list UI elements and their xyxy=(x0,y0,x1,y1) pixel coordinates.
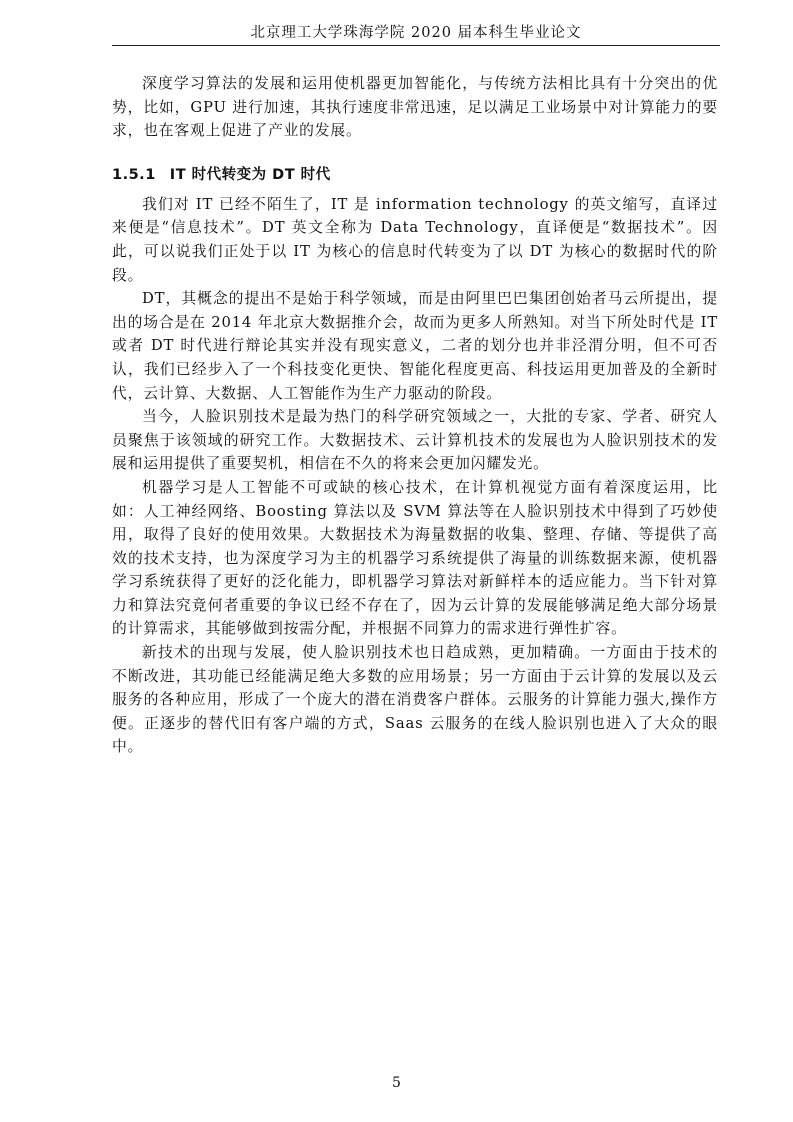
intro-paragraph: 深度学习算法的发展和运用使机器更加智能化，与传统方法相比具有十分突出的优势，比如，GPU 进行加速，其执行速度非常迅速，足以满足工业场景中对计算能力的要求，也在客观上促进了产业的发展。 xyxy=(112,75,718,140)
body-paragraph: 机器学习是人工智能不可或缺的核心技术，在计算机视觉方面有着深度运用，比如：人工神经网络、Boosting 算法以及 SVM 算法等在人脸识别技术中得到了巧妙使用，取得了良好的使用效果。大数据技术为海量数据的收集、整理、存储、等提供了高效的技术支持，也为深度学习为主的机器学习系统提供了海量的训练数据来源，使机器学习系统获得了更好的泛化能力，即机器学习算法对新鲜样本的适应能力。当下针对算力和算法究竟何者重要的争议已经不存在了，因为云计算的发展能够满足绝大部分场景的计算需求，其能够做到按需分配，并根据不同算力的需求进行弹性扩容。 xyxy=(112,478,718,638)
section-title: IT 时代转变为 DT 时代 xyxy=(169,166,331,183)
body-paragraph: 我们对 IT 已经不陌生了，IT 是 information technology 的英文缩写，直译过来便是“信息技术”。DT 英文全称为 Data Technology，直译便是“数据技术”。因此，可以说我们正处于以 IT 为核心的信息时代转变为了以 DT 为核心的数据时代的阶段。 xyxy=(112,195,718,284)
body-paragraph: DT，其概念的提出不是始于科学领域，而是由阿里巴巴集团创始者马云所提出，提出的场合是在 2014 年北京大数据推介会，故而为更多人所熟知。对当下所处时代是 IT 或者 DT 时代进行辩论其实并没有现实意义，二者的划分也并非泾渭分明，但不可否认，我们已经步入了一个科技变化更快、智能化程度更高、科技运用更加普及的全新时代，云计算、大数据、人工智能作为生产力驱动的阶段。 xyxy=(112,290,718,402)
body-paragraph: 新技术的出现与发展，使人脸识别技术也日趋成熟，更加精确。一方面由于技术的不断改进，其功能已经能满足绝大多数的应用场景；另一方面由于云计算的发展以及云服务的各种应用，形成了一个庞大的潜在消费客户群体。云服务的计算能力强大,操作方便。正逐步的替代旧有客户端的方式，Saas 云服务的在线人脸识别也进入了大众的眼中。 xyxy=(112,644,718,756)
header-divider xyxy=(112,45,720,46)
page-number: 5 xyxy=(392,1075,401,1091)
section-heading xyxy=(112,165,718,185)
section-number: 1.5.1 xyxy=(112,166,156,183)
page-header-title: 北京理工大学珠海学院 2020 届本科生毕业论文 xyxy=(250,25,582,41)
page-body xyxy=(112,72,718,759)
body-paragraph: 当今，人脸识别技术是最为热门的科学研究领域之一，大批的专家、学者、研究人员聚焦于该领域的研究工作。大数据技术、云计算机技术的发展也为人脸识别技术的发展和运用提供了重要契机，相信在不久的将来会更加闪耀发光。 xyxy=(112,408,718,473)
